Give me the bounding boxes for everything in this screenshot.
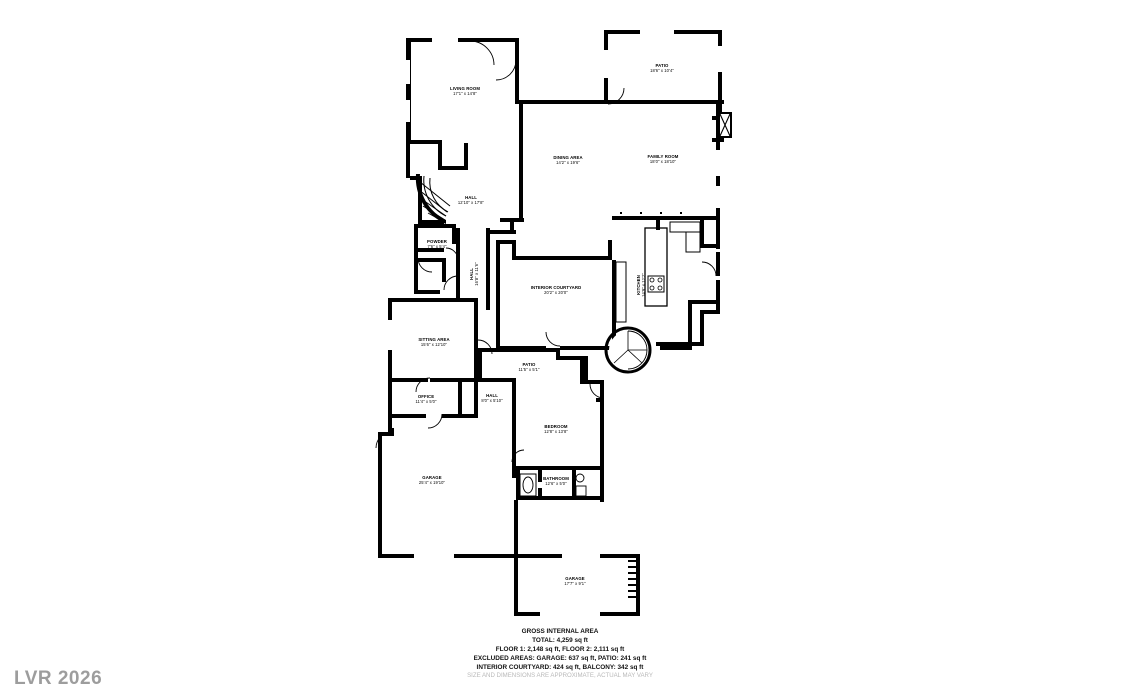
room-dims: 14'2" x 19'6" [556,160,580,166]
room-name: DINING AREA [553,154,583,160]
room-name: PATIO [655,62,669,68]
room-name: INTERIOR COURTYARD [530,284,582,290]
room-name: KITCHEN [635,275,641,295]
room-label-living-room [450,86,480,96]
summary-disclaimer: SIZE AND DIMENSIONS ARE APPROXIMATE, ACTUAL MAY VARY [467,672,653,680]
summary-floors: FLOOR 1: 2,148 sq ft, FLOOR 2: 2,111 sq ft [495,646,625,654]
room-dims: 25'4" x 19'10" [418,480,446,486]
room-dims: 11'5" x 5'1" [518,367,540,373]
room-dims: 16'8" x 11'6" [474,262,480,286]
room-name: BATHROOM [543,475,569,481]
watermark: LVR 2026 [14,668,103,689]
room-label-office [415,394,436,404]
summary-total: TOTAL: 4,259 sq ft [532,637,588,645]
room-dims: 17'1" x 14'8" [453,91,477,97]
room-dims: 15'6" x 12'10" [420,342,448,348]
summary-heading: GROSS INTERNAL AREA [521,628,599,635]
room-name: LIVING ROOM [450,85,480,91]
gross-internal-area-summary [350,627,770,681]
room-dims: 8'0" x 5'10" [481,398,503,404]
summary-excluded: EXCLUDED AREAS: GARAGE: 637 sq ft, PATIO: 241 sq ft [473,655,647,663]
summary-extra: INTERIOR COURTYARD: 424 sq ft, BALCONY: 342 sq ft [476,664,644,672]
room-dims: 17'7" x 9'1" [564,581,586,587]
room-label-bathroom [543,476,569,486]
room-label-interior-courtyard [531,285,582,295]
room-name: SITTING AREA [418,336,450,342]
room-dims: 12'8" x 13'8" [544,429,568,435]
room-label-garage-bottom [564,576,585,586]
room-dims: 18'6" x 10'4" [650,68,674,74]
room-label-garage-left [419,475,445,485]
room-label-sitting-area [418,337,449,347]
room-name: FAMILY ROOM [647,153,679,159]
room-label-dining-area [553,155,582,165]
room-name: BEDROOM [544,423,568,429]
room-label-family-room [648,154,679,164]
room-dims: 20'2" x 20'0" [544,290,568,296]
room-name: HALL [486,392,498,398]
room-label-hall-main [458,195,484,205]
room-dims: 14'9" x 12'2" [641,273,647,297]
room-label-powder [427,239,447,249]
room-name: HALL [468,268,474,280]
room-label-kitchen [636,273,646,297]
room-label-patio-upper [650,63,674,73]
room-name: OFFICE [417,393,435,399]
room-dims: 18'0" x 18'10" [649,159,677,165]
room-name: GARAGE [565,575,585,581]
room-dims: 12'10" x 17'8" [457,200,485,206]
room-name: POWDER [427,238,447,244]
room-dims: 12'6" x 5'0" [545,481,567,487]
room-dims: 7'6" x 5'4" [427,244,447,250]
room-label-patio-lower [518,362,539,372]
room-label-hall-vertical [469,262,479,285]
room-name: HALL [465,194,477,200]
room-name: GARAGE [422,474,442,480]
room-dims: 11'4" x 5'0" [415,399,437,405]
room-label-hall-office [481,393,502,403]
room-name: PATIO [522,361,536,367]
room-label-bedroom [544,424,568,434]
